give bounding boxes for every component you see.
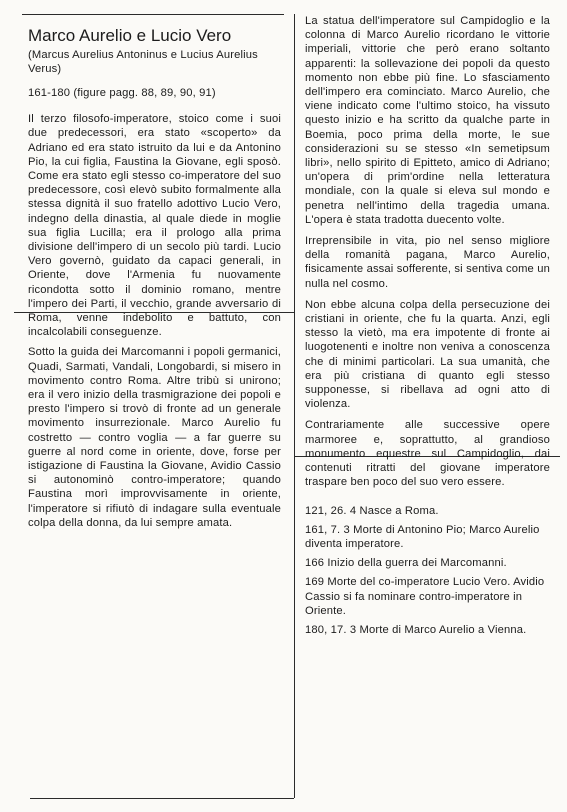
page-title: Marco Aurelio e Lucio Vero: [28, 26, 232, 45]
right-paragraph-4: Contrariamente alle successive opere marmoree e, soprattutto, al grandioso monumento equestre sul Campidoglio, dai contenuti ritratti del giovane imperatore traspare ben poco del suo vero essere.: [305, 419, 550, 489]
column-rule-vertical: [294, 14, 295, 798]
right-paragraph-1: La statua dell'imperatore sul Campidoglio e la colonna di Marco Aurelio ricordano le vittorie imperiali, vittorie che però erano soltanto apparenti: la sollevazione dei popoli da questo momento non ebbe più fine. Lo sfasciamento dell'impero era cominciato. Marco Aurelio, che viene indicato come l'ultimo stoico, ha vissuto questo inizio e ha scritto da qualche parte in Boemia, poco prima della morte, le sue considerazioni su se stesso «In semetipsum libri», nello spirito di Epitteto, amico di Adriano; un'opera di prim'ordine nella letteratura mondiale, con la quale si eleva sul mondo e penetra nell'intimo della tragedia umana. L'opera è stata tradotta duecento volte.: [305, 15, 550, 226]
chronology-entry: 121, 26. 4 Nasce a Roma.: [305, 504, 439, 517]
chronology-entry: 166 Inizio della guerra dei Marcomanni.: [305, 557, 507, 570]
chronology-entry: 180, 17. 3 Morte di Marco Aurelio a Vienna.: [305, 623, 527, 636]
chronology-entry: 169 Morte del co-imperatore Lucio Vero. Avidio Cassio si fa nominare contro-imperatore in Oriente.: [305, 576, 545, 617]
chronology-entry: 161, 7. 3 Morte di Antonino Pio; Marco Aurelio diventa imperatore.: [305, 523, 540, 550]
page-subtitle: (Marcus Aurelius Antoninus e Lucius Aurelius Verus): [28, 49, 258, 75]
left-paragraph-1: Il terzo filosofo-imperatore, stoico come i suoi due predecessori, era stato «scoperto» da Adriano ed era stato istruito da lui e da Antonino Pio, la cui figlia, Faustina la Giovane, egli sposò. Come era stato egli stesso co-imperatore del suo predecessore, così elevò subito formalmente alla stessa dignità il suo fratello adottivo Lucio Vero, indegno della dinastia, al quale diede in moglie sua figlia Lucilla; era il prologo alla prima divisione dell'impero di un secolo più tardi. Lucio Vero governò, guidato da capaci generali, in Oriente, dove l'Armenia fu nuovamente ricondotta sotto il dominio romano, mentre l'impero dei Parti, il vecchio, grande avversario di Roma, venne indebolito e battuto, con incalcolabili conseguenze.: [28, 113, 281, 339]
left-paragraph-2: Sotto la guida dei Marcomanni i popoli germanici, Quadi, Sarmati, Vandali, Longobardi, si misero in movimento contro Roma. Altre tribù si unirono; era il vero inizio della trasmigrazione dei popoli e presto l'impero si trovò di fronte ad un generale movimento insurrezionale. Marco Aurelio fu costretto — contro voglia — a far guerre su guerre al nord come in oriente, dove, forse per istigazione di Faustina la Giovane, Avidio Cassio si autonominò contro-imperatore; quando Faustina morì improvvisamente in oriente, l'imperatore si rifiutò di indagare sulla eventuale colpa della donna, da lui sempre amata.: [28, 346, 281, 529]
figure-pages: 161-180 (figure pagg. 88, 89, 90, 91): [28, 87, 216, 99]
chronology-list: [305, 504, 550, 638]
column-rule-bottom-left: [30, 798, 294, 799]
right-column: [305, 14, 550, 642]
left-column: [28, 14, 281, 536]
right-paragraph-2: Irreprensibile in vita, pio nel senso migliore della romanità pagana, Marco Aurelio, fisicamente assai sofferente, si sentiva come un nulla nel cosmo.: [305, 235, 550, 290]
right-paragraph-3: Non ebbe alcuna colpa della persecuzione dei cristiani in oriente, che fu la quarta. Anzi, egli stesso la vietò, ma era impotente di fronte ai luogotenenti e inoltre non veniva a conoscenza che di minimi particolari. La sua umanità, che era più cristiana di quanto egli stesso supponesse, si ribellava ad ogni atto di violenza.: [305, 298, 550, 411]
